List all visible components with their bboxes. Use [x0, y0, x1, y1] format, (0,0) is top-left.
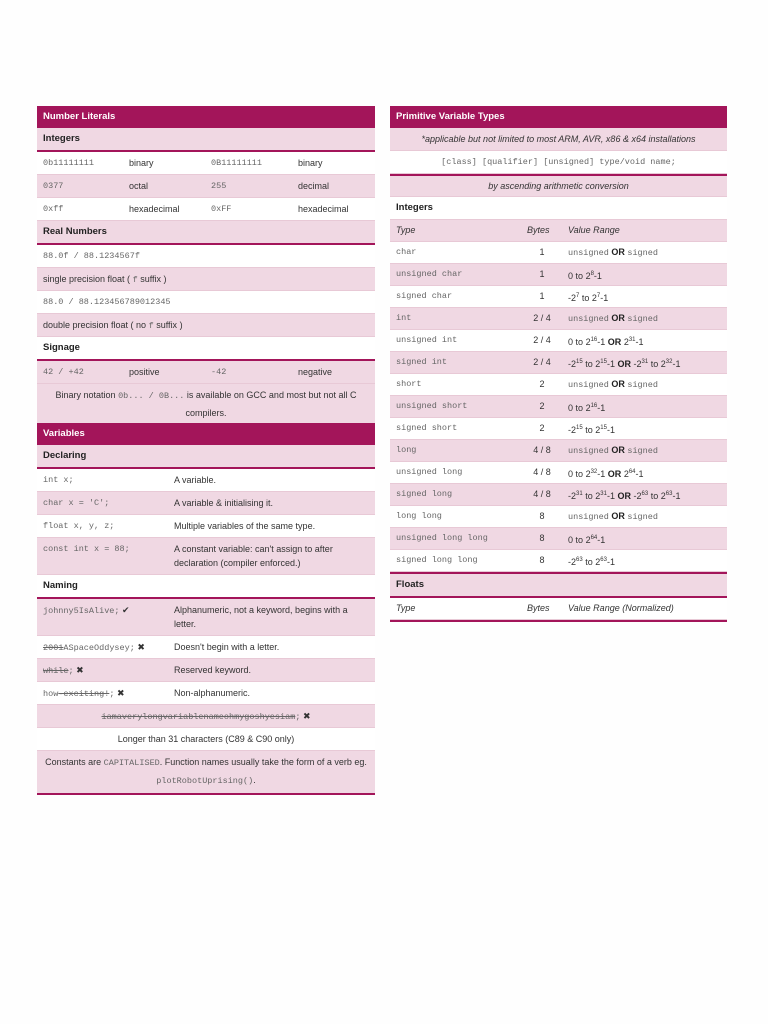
type-bytes: 8: [539, 555, 545, 565]
check-icon: ✔: [122, 605, 130, 615]
col-range: Value Range: [568, 225, 620, 235]
naming-code: 2001ASpaceOddysey; ✖: [43, 642, 145, 653]
type-bytes: 2: [539, 401, 545, 411]
type-range: $-2^{63}$ to $2^{63}-1$: [568, 557, 615, 567]
integer-code: 255: [211, 181, 227, 191]
naming-row: [37, 682, 375, 705]
integer-code: 0xff: [43, 204, 64, 214]
type-range: 0 to $2^{16}-1$: [568, 403, 606, 413]
type-range: $-2^{31}$ to $2^{31}-1$ OR $-2^{63}$ to $2^{63}-1$: [568, 491, 681, 501]
type-row: [390, 396, 727, 418]
declaring-desc: Multiple variables of the same type.: [174, 521, 316, 531]
naming-code: johnny5IsAlive; ✔: [43, 605, 130, 616]
type-range: unsigned OR signed: [568, 445, 658, 456]
naming-row: [37, 659, 375, 682]
type-row: [390, 506, 727, 528]
type-range: 0 to $2^{64}-1$: [568, 535, 606, 545]
real-desc: double precision float ( no f suffix ): [43, 320, 183, 331]
naming-code: how-exciting!; ✖: [43, 688, 125, 699]
type-row: [390, 242, 727, 264]
type-name: signed long: [396, 489, 453, 499]
cross-icon: ✖: [302, 711, 311, 721]
panel-title: Number Literals: [37, 106, 375, 128]
cross-icon: ✖: [116, 688, 125, 698]
integer-row: [37, 198, 375, 221]
type-range: unsigned OR signed: [568, 379, 658, 390]
integer-base: hexadecimal: [129, 204, 180, 214]
type-name: unsigned long: [396, 467, 463, 477]
type-row: [390, 308, 727, 330]
col-type: Type: [396, 603, 416, 613]
type-row: [390, 374, 727, 396]
type-row: [390, 440, 727, 462]
declaring-row: [37, 538, 375, 575]
real-desc-row: [37, 314, 375, 337]
section-heading-real-numbers: Real Numbers: [37, 221, 375, 245]
type-row: [390, 462, 727, 484]
type-name: signed int: [396, 357, 448, 367]
type-row: [390, 528, 727, 550]
number-literals-panel: [37, 106, 375, 427]
type-row: [390, 484, 727, 506]
integer-base: binary: [129, 158, 154, 168]
type-bytes: 2: [539, 423, 545, 433]
naming-desc: Non-alphanumeric.: [174, 688, 251, 698]
type-row: [390, 550, 727, 572]
type-bytes: 1: [539, 269, 545, 279]
real-code: 88.0 / 88.123456789012345: [43, 297, 171, 307]
cross-icon: ✖: [137, 642, 145, 652]
integer-code: 0b11111111: [43, 158, 95, 168]
section-heading-floats: Floats: [390, 572, 727, 598]
panel-title: Variables: [37, 423, 375, 445]
declaring-desc: A variable & initialising it.: [174, 498, 274, 508]
panel-title: Primitive Variable Types: [390, 106, 727, 128]
type-row: [390, 264, 727, 286]
type-name: signed long long: [396, 555, 478, 565]
real-row: [37, 291, 375, 314]
type-bytes: 1: [539, 247, 545, 257]
signage-code: -42: [211, 367, 227, 377]
type-row: [390, 418, 727, 440]
type-row: [390, 352, 727, 374]
col-bytes: Bytes: [527, 225, 550, 235]
long-name-code: iamaverylongvariablenameohmygoshyesiam: [101, 712, 296, 722]
type-range: $-2^{15}$ to $2^{15}-1$: [568, 425, 615, 435]
declaring-desc: A constant variable: can't assign to after declaration (compiler enforced.): [174, 544, 333, 568]
col-type: Type: [396, 225, 416, 235]
signage-code: 42 / +42: [43, 367, 84, 377]
naming-row: [37, 599, 375, 636]
integer-row: [37, 175, 375, 198]
type-bytes: 8: [539, 511, 545, 521]
declaring-code: int x;: [43, 475, 74, 485]
integer-base: decimal: [298, 181, 330, 191]
real-desc: single precision float ( f suffix ): [43, 274, 167, 285]
declaring-row: [37, 469, 375, 492]
type-bytes: 4 / 8: [533, 489, 551, 499]
type-name: long: [396, 445, 417, 455]
type-range: unsigned OR signed: [568, 313, 658, 324]
type-row: [390, 286, 727, 308]
declaring-desc: A variable.: [174, 475, 217, 485]
declaring-row: [37, 515, 375, 538]
type-name: signed char: [396, 291, 453, 301]
declaring-code: char x = 'C';: [43, 498, 110, 508]
type-bytes: 2 / 4: [533, 313, 551, 323]
col-range: Value Range (Normalized): [568, 603, 674, 613]
type-bytes: 2 / 4: [533, 357, 551, 367]
section-heading-declaring: Declaring: [37, 445, 375, 469]
type-bytes: 2 / 4: [533, 335, 551, 345]
section-heading-integers: Integers: [37, 128, 375, 152]
type-range: unsigned OR signed: [568, 247, 658, 258]
long-name-row: iamaverylongvariablenameohmygoshyesiam; ✖: [37, 705, 375, 728]
integer-base: hexadecimal: [298, 204, 349, 214]
type-bytes: 2: [539, 379, 545, 389]
variables-panel: [37, 423, 375, 795]
constants-note: Constants are CAPITALISED. Function names usually take the form of a verb eg. plotRobotUprising().: [37, 751, 375, 793]
type-range: unsigned OR signed: [568, 511, 658, 522]
long-name-desc: Longer than 31 characters (C89 & C90 only): [37, 728, 375, 751]
type-name: char: [396, 247, 417, 257]
type-name: long long: [396, 511, 442, 521]
integer-base: binary: [298, 158, 323, 168]
section-heading-signage: Signage: [37, 337, 375, 361]
naming-desc: Reserved keyword.: [174, 665, 252, 675]
type-bytes: 4 / 8: [533, 467, 551, 477]
naming-desc: Doesn't begin with a letter.: [174, 642, 280, 652]
primitive-types-panel: [390, 106, 727, 622]
declaring-row: [37, 492, 375, 515]
signage-desc: positive: [129, 367, 160, 377]
binary-notation-note: Binary notation 0b... / 0B... is available on GCC and most but not all C compilers.: [37, 384, 375, 425]
type-name: int: [396, 313, 412, 323]
applicable-note: *applicable but not limited to most ARM, AVR, x86 & x64 installations: [390, 128, 727, 151]
real-row: [37, 245, 375, 268]
integer-code: 0377: [43, 181, 64, 191]
type-range: $-2^{15}$ to $2^{15}-1$ OR $-2^{31}$ to $2^{32}-1$: [568, 359, 681, 369]
naming-row: [37, 636, 375, 659]
syntax-line: [class] [qualifier] [unsigned] type/void name;: [390, 151, 727, 174]
type-name: signed short: [396, 423, 458, 433]
type-bytes: 1: [539, 291, 545, 301]
section-heading-naming: Naming: [37, 575, 375, 599]
type-name: unsigned int: [396, 335, 458, 345]
section-heading-integers: Integers: [390, 197, 727, 220]
declaring-code: const int x = 88;: [43, 544, 130, 554]
type-name: unsigned short: [396, 401, 468, 411]
integer-row: [37, 152, 375, 175]
integer-base: octal: [129, 181, 149, 191]
type-name: unsigned long long: [396, 533, 488, 543]
signage-row: [37, 361, 375, 384]
column-headers: [390, 220, 727, 242]
type-name: short: [396, 379, 422, 389]
type-row: [390, 330, 727, 352]
declaring-code: float x, y, z;: [43, 521, 115, 531]
type-range: 0 to $2^{32}-1$ OR $2^{64}-1$: [568, 469, 644, 479]
real-desc-row: [37, 268, 375, 291]
type-range: 0 to $2^{16}-1$ OR $2^{31}-1$: [568, 337, 644, 347]
integer-code: 0B11111111: [211, 158, 263, 168]
naming-desc: Alphanumeric, not a keyword, begins with a letter.: [174, 605, 348, 629]
float-column-headers: [390, 598, 727, 620]
real-code: 88.0f / 88.1234567f: [43, 251, 140, 261]
integer-code: 0xFF: [211, 204, 232, 214]
type-range: $-2^7$ to $2^7-1$: [568, 293, 609, 303]
type-name: unsigned char: [396, 269, 463, 279]
naming-code: while; ✖: [43, 665, 84, 676]
type-bytes: 4 / 8: [533, 445, 551, 455]
col-bytes: Bytes: [527, 603, 550, 613]
type-bytes: 8: [539, 533, 545, 543]
ascending-note: by ascending arithmetic conversion: [390, 174, 727, 197]
type-range: 0 to $2^8-1$: [568, 271, 602, 281]
signage-desc: negative: [298, 367, 333, 377]
cross-icon: ✖: [76, 665, 84, 675]
